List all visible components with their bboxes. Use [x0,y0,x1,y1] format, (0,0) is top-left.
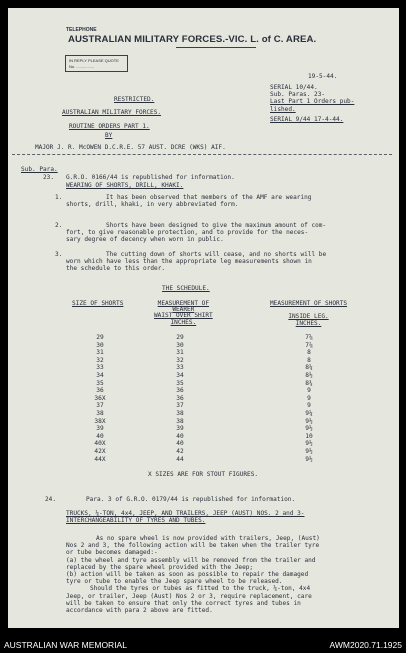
item-line: the schedule to this order. [66,265,166,273]
serial-line: lished. [270,105,296,113]
para-24-heading-line: INTERCHANGEABILITY OF TYRES AND TUBES. [66,517,206,525]
footer-credit: AUSTRALIAN WAR MEMORIAL [4,640,127,650]
reply-box [65,55,128,72]
waist-cell: 29 [176,334,184,341]
waist-cell: 31 [176,349,184,357]
leg-column [297,334,321,463]
leg-cell: 8 [307,356,311,364]
column-header-line: INSIDE LEG. [288,313,329,321]
size-cell: 40 [96,432,104,440]
waist-cell: 40 [176,440,184,448]
column-header-line: MEASUREMENT OF [157,300,210,307]
column-header-line: INCHES. [295,320,322,328]
item-line: shorts, drill, khaki, in very abbreviated form. [66,201,239,209]
leg-cell: 8½ [305,371,313,379]
waist-cell: 37 [176,402,184,410]
size-cell: 33 [96,364,104,372]
body-line: accordance with para 2 above are fitted. [66,607,213,615]
leg-cell: 9½ [305,425,313,433]
body-line: As no spare wheel is now provided with trailers, Jeep, (Aust) [96,535,320,542]
waist-cell: 38 [176,409,184,417]
waist-cell: 35 [176,379,184,387]
size-cell: 36X [94,394,106,402]
item-text [66,251,326,273]
size-cell: 39 [96,425,104,433]
leg-cell: 9½ [305,440,313,448]
title-line: ROUTINE ORDERS PART 1. [69,123,150,130]
body-line: Jeep, or trailer, Jeep (Aust) Nos 2 or 3, require replacement, care [66,592,312,600]
leg-cell: 8¾ [305,379,313,387]
leg-cell: 9½ [305,447,313,455]
para-24-number: 24. [45,496,57,503]
column-header-waist [154,300,213,327]
body-line: or tube becomes damaged:- [66,549,158,557]
column-header-line: MEASUREMENT OF SHORTS [270,300,348,307]
leg-cell: 9 [307,394,311,402]
size-cell: 38 [96,409,104,417]
heading-rule [176,47,256,48]
leg-cell: 9 [307,387,311,395]
separator [12,154,392,155]
title-line: AUSTRALIAN MILITARY FORCES. [62,109,162,116]
serial-line: SERIAL 10/44. [270,84,318,91]
reply-box-line: IN REPLY PLEASE QUOTE [69,58,119,63]
waist-cell: 34 [176,371,184,379]
leg-cell: 9 [307,402,311,410]
size-cell: 30 [96,341,104,349]
para-23-number: 23. [43,174,55,181]
size-cell: 35 [96,379,104,387]
serial-line: SERIAL 9/44 17-4-44. [270,115,344,123]
waist-cell: 42 [176,447,184,455]
size-cell: 37 [96,402,104,410]
leg-cell: 10 [305,432,313,440]
waist-cell: 36 [176,387,184,395]
document-page [8,8,399,628]
issuer-line: MAJOR J. R. McOWEN D.C.R.E. 57 AUST. DCRE (WKS) AIF. [35,144,226,151]
size-cell: 38X [94,417,106,425]
body-line: tyre or tube to enable the Jeep spare wheel to be released. [66,578,283,586]
serial-line: Sub. Paras. 23- [270,91,326,99]
body-line: (a) the wheel and tyre assembly will be removed from the trailer and [66,556,316,564]
item-number: 3. [55,251,63,258]
size-cell: 44X [94,455,106,463]
body-line: replaced by the spare wheel provided with the Jeep; [66,563,254,571]
restricted-label: RESTRICTED. [114,96,155,103]
item-line: The cutting down of shorts will cease, and no shorts will be [106,251,327,258]
serial-line: Last Part 1 Orders pub- [270,98,355,106]
leg-cell: 8 [307,349,311,357]
para-23-heading: WEARING OF SHORTS, DRILL, KHAKI. [66,182,184,189]
size-column [88,334,112,463]
leg-cell: 7⅝ [305,334,313,341]
size-cell: 40X [94,440,106,448]
column-header-size: SIZE OF SHORTS [72,300,124,307]
telephone-label: TELEPHONE [66,27,97,33]
serial-block [270,84,354,123]
title-line: BY [105,132,113,139]
para-24-body [66,535,320,614]
leg-cell: 7⅞ [305,341,313,349]
item-line: Shorts have been designed to give the maximum amount of com- [106,222,327,229]
size-cell: 32 [96,356,104,364]
column-header-line: INCHES. [170,319,197,327]
schedule-title: THE SCHEDULE. [162,285,210,292]
waist-cell: 36 [176,394,184,402]
footer-accession-number: AWM2020.71.1925 [329,640,402,650]
body-line: Should the tyres or tubes as fitted to the truck, ¼-ton, 4x4 [90,585,311,593]
size-cell: 34 [96,371,104,379]
waist-cell: 30 [176,341,184,349]
item-number: 2. [55,222,63,229]
para-23-text: G.R.O. 0166/44 is republished for information. [66,174,235,181]
body-line: will be taken to ensure that only the correct tyres and tubes in [66,599,301,607]
body-line: (b) action will be taken as soon as possible to repair the damaged [66,571,309,579]
leg-cell: 9½ [305,455,313,463]
item-number: 1. [55,194,63,201]
column-header-line: WAIST OVER SHIRT [154,312,213,320]
size-cell: 29 [96,334,104,341]
size-cell: 31 [96,349,104,357]
leg-cell: 9½ [305,417,313,425]
para-24-text: Para. 3 of G.R.O. 0179/44 is republished for information. [86,496,296,503]
para-24-heading [66,510,304,524]
sub-para-label: Sub. Para. [21,166,58,173]
item-line: fort, to give reasonable protection, and to provide for the neces- [66,229,309,237]
waist-column [168,334,192,463]
size-cell: 36 [96,387,104,395]
leg-cell: 8¼ [305,364,313,372]
waist-cell: 38 [176,417,184,425]
size-cell: 42X [94,447,106,455]
leg-cell: 9¼ [305,409,313,417]
item-line: It has been observed that members of the AMF are wearing [106,194,312,201]
letterhead-heading: AUSTRALIAN MILITARY FORCES.-VIC. L. of C. AREA. [68,34,317,45]
waist-cell: 40 [176,432,184,440]
waist-cell: 39 [176,425,184,433]
item-text [66,194,311,208]
column-header-leg [270,300,347,328]
item-text [66,222,326,244]
column-header-line: WEARER [172,306,195,314]
reply-box-line: No. ................ [69,64,95,69]
body-line: Nos 2 and 3, the following action will be taken when the trailer tyre [66,542,320,550]
waist-cell: 32 [176,356,184,364]
schedule-note: X SIZES ARE FOR STOUT FIGURES. [148,471,259,478]
order-date: 19-5-44. [308,73,338,80]
para-24-heading-line: TRUCKS, ¼-TON, 4x4, JEEP, AND TRAILERS, JEEP (AUST) NOS. 2 and 3- [66,510,305,517]
waist-cell: 33 [176,364,184,372]
item-line: worn which have less than the appropriate leg measurements shown in [66,258,312,266]
item-line: sary degree of decency when worn in public. [66,236,224,244]
waist-cell: 44 [176,455,184,463]
